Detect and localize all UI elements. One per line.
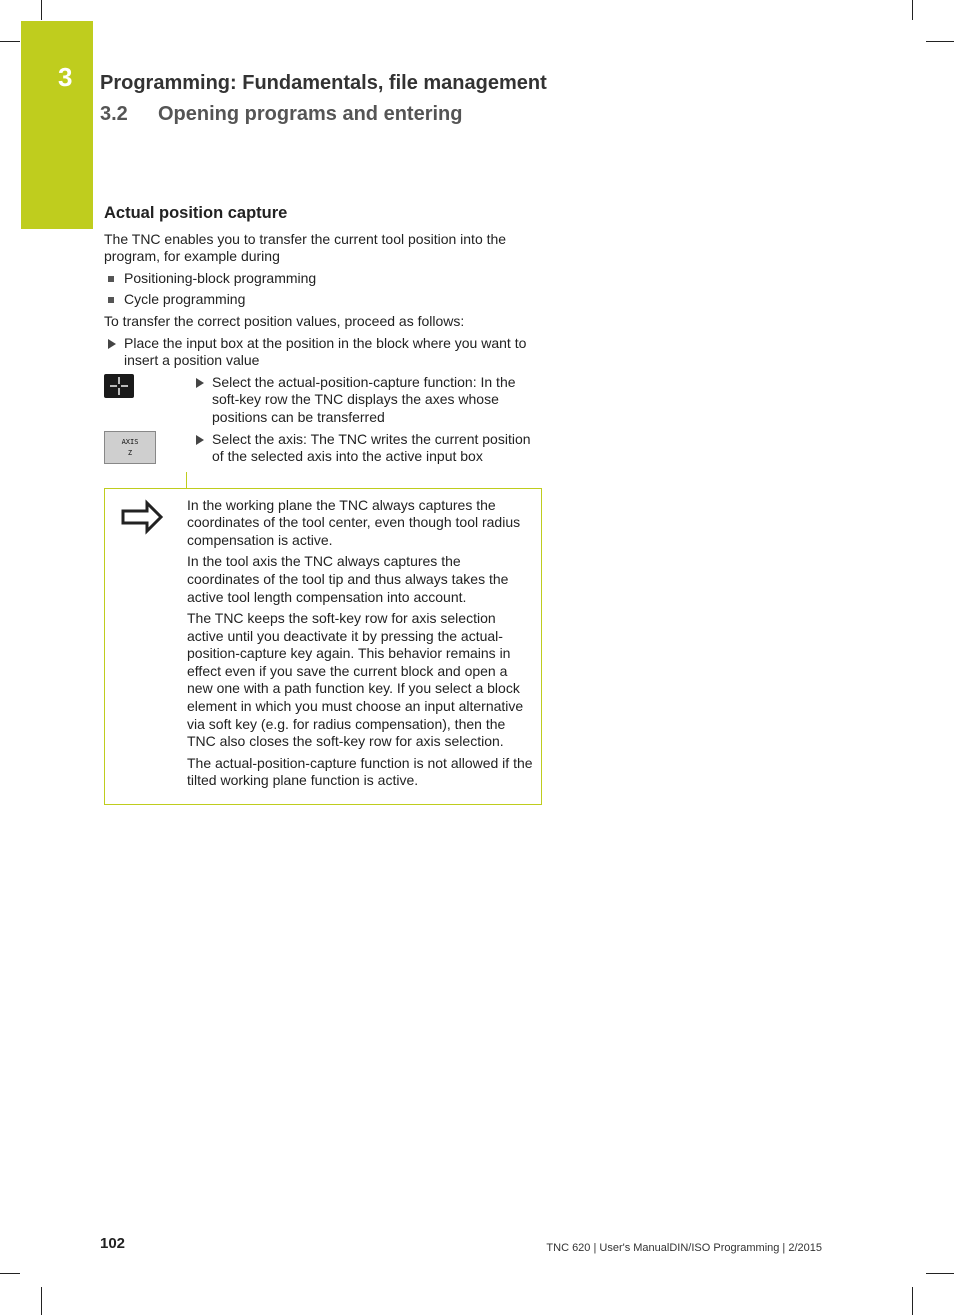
square-bullet-icon <box>108 297 114 303</box>
note-paragraph: In the tool axis the TNC always captures the coordinates of the tool tip and thus always takes the active tool length compensation into account. <box>187 553 509 605</box>
triangle-bullet-icon <box>196 435 204 445</box>
crop-mark <box>926 41 954 42</box>
page-number: 102 <box>100 1235 126 1252</box>
crop-mark <box>41 0 42 20</box>
chapter-tab <box>21 21 93 229</box>
actual-position-capture-key-icon <box>104 374 134 398</box>
triangle-bullet-icon <box>196 378 204 388</box>
note-paragraph: The actual-position-capture function is not allowed if the tilted working plane function is active. <box>187 754 533 789</box>
chapter-title: Programming: Fundamentals, file management <box>100 72 547 94</box>
key-step-row <box>104 374 544 427</box>
step-item <box>192 431 544 466</box>
list-item <box>104 291 544 309</box>
crop-mark <box>912 1287 913 1315</box>
chapter-number: 3 <box>58 62 73 92</box>
triangle-bullet-icon <box>108 339 116 349</box>
actual-position-capture-key[interactable] <box>104 374 134 398</box>
lead-paragraph: To transfer the correct position values, proceed as follows: <box>104 312 465 329</box>
list-item-text: Positioning-block programming <box>124 269 317 286</box>
note-body <box>187 489 541 805</box>
list-item <box>104 270 544 288</box>
step-text: Select the actual-position-capture function: In the soft-key row the TNC displays the axes whose positions can be transferred <box>212 373 516 425</box>
crop-mark <box>912 0 913 20</box>
main-content <box>104 205 544 805</box>
crop-mark <box>41 1287 42 1315</box>
step-text: Select the axis: The TNC writes the current position of the selected axis into the active input box <box>212 430 531 465</box>
arrow-right-outline-icon <box>119 499 165 540</box>
content-heading: Actual position capture <box>104 204 288 222</box>
section-title <box>100 103 462 126</box>
section-title-text: Opening programs and entering <box>158 103 463 125</box>
note-divider <box>186 472 187 489</box>
section-number: 3.2 <box>100 103 128 125</box>
crop-mark <box>0 1273 20 1274</box>
note-box <box>104 488 542 806</box>
square-bullet-icon <box>108 276 114 282</box>
axis-z-softkey-face <box>104 431 156 464</box>
softkey-label-line1: AXIS <box>121 437 139 446</box>
step-item <box>104 335 544 370</box>
crop-mark <box>0 41 20 42</box>
note-paragraph: The TNC keeps the soft-key row for axis selection active until you deactivate it by pressing the actual-position-capture key again. This behavior remains in effect even if you save the current block and open a new one with a path function key. If you select a block element in which you must choose an input alternative via soft key (e.g. for radius compensation), then the TNC also closes the soft-key row for axis selection. <box>187 610 524 750</box>
footer-meta: TNC 620 | User's ManualDIN/ISO Programming | 2/2015 <box>546 1242 822 1254</box>
axis-z-softkey[interactable] <box>104 431 156 464</box>
step-text: Place the input box at the position in the block where you want to insert a position value <box>124 334 527 369</box>
note-paragraph: In the working plane the TNC always captures the coordinates of the tool center, even though tool radius compensation is active. <box>187 496 521 548</box>
key-step-row <box>104 431 544 471</box>
softkey-label-line2: Z <box>127 448 133 457</box>
intro-paragraph: The TNC enables you to transfer the current tool position into the program, for example during <box>104 230 507 265</box>
step-item <box>192 374 544 427</box>
crop-mark <box>926 1273 954 1274</box>
list-item-text: Cycle programming <box>124 291 246 308</box>
